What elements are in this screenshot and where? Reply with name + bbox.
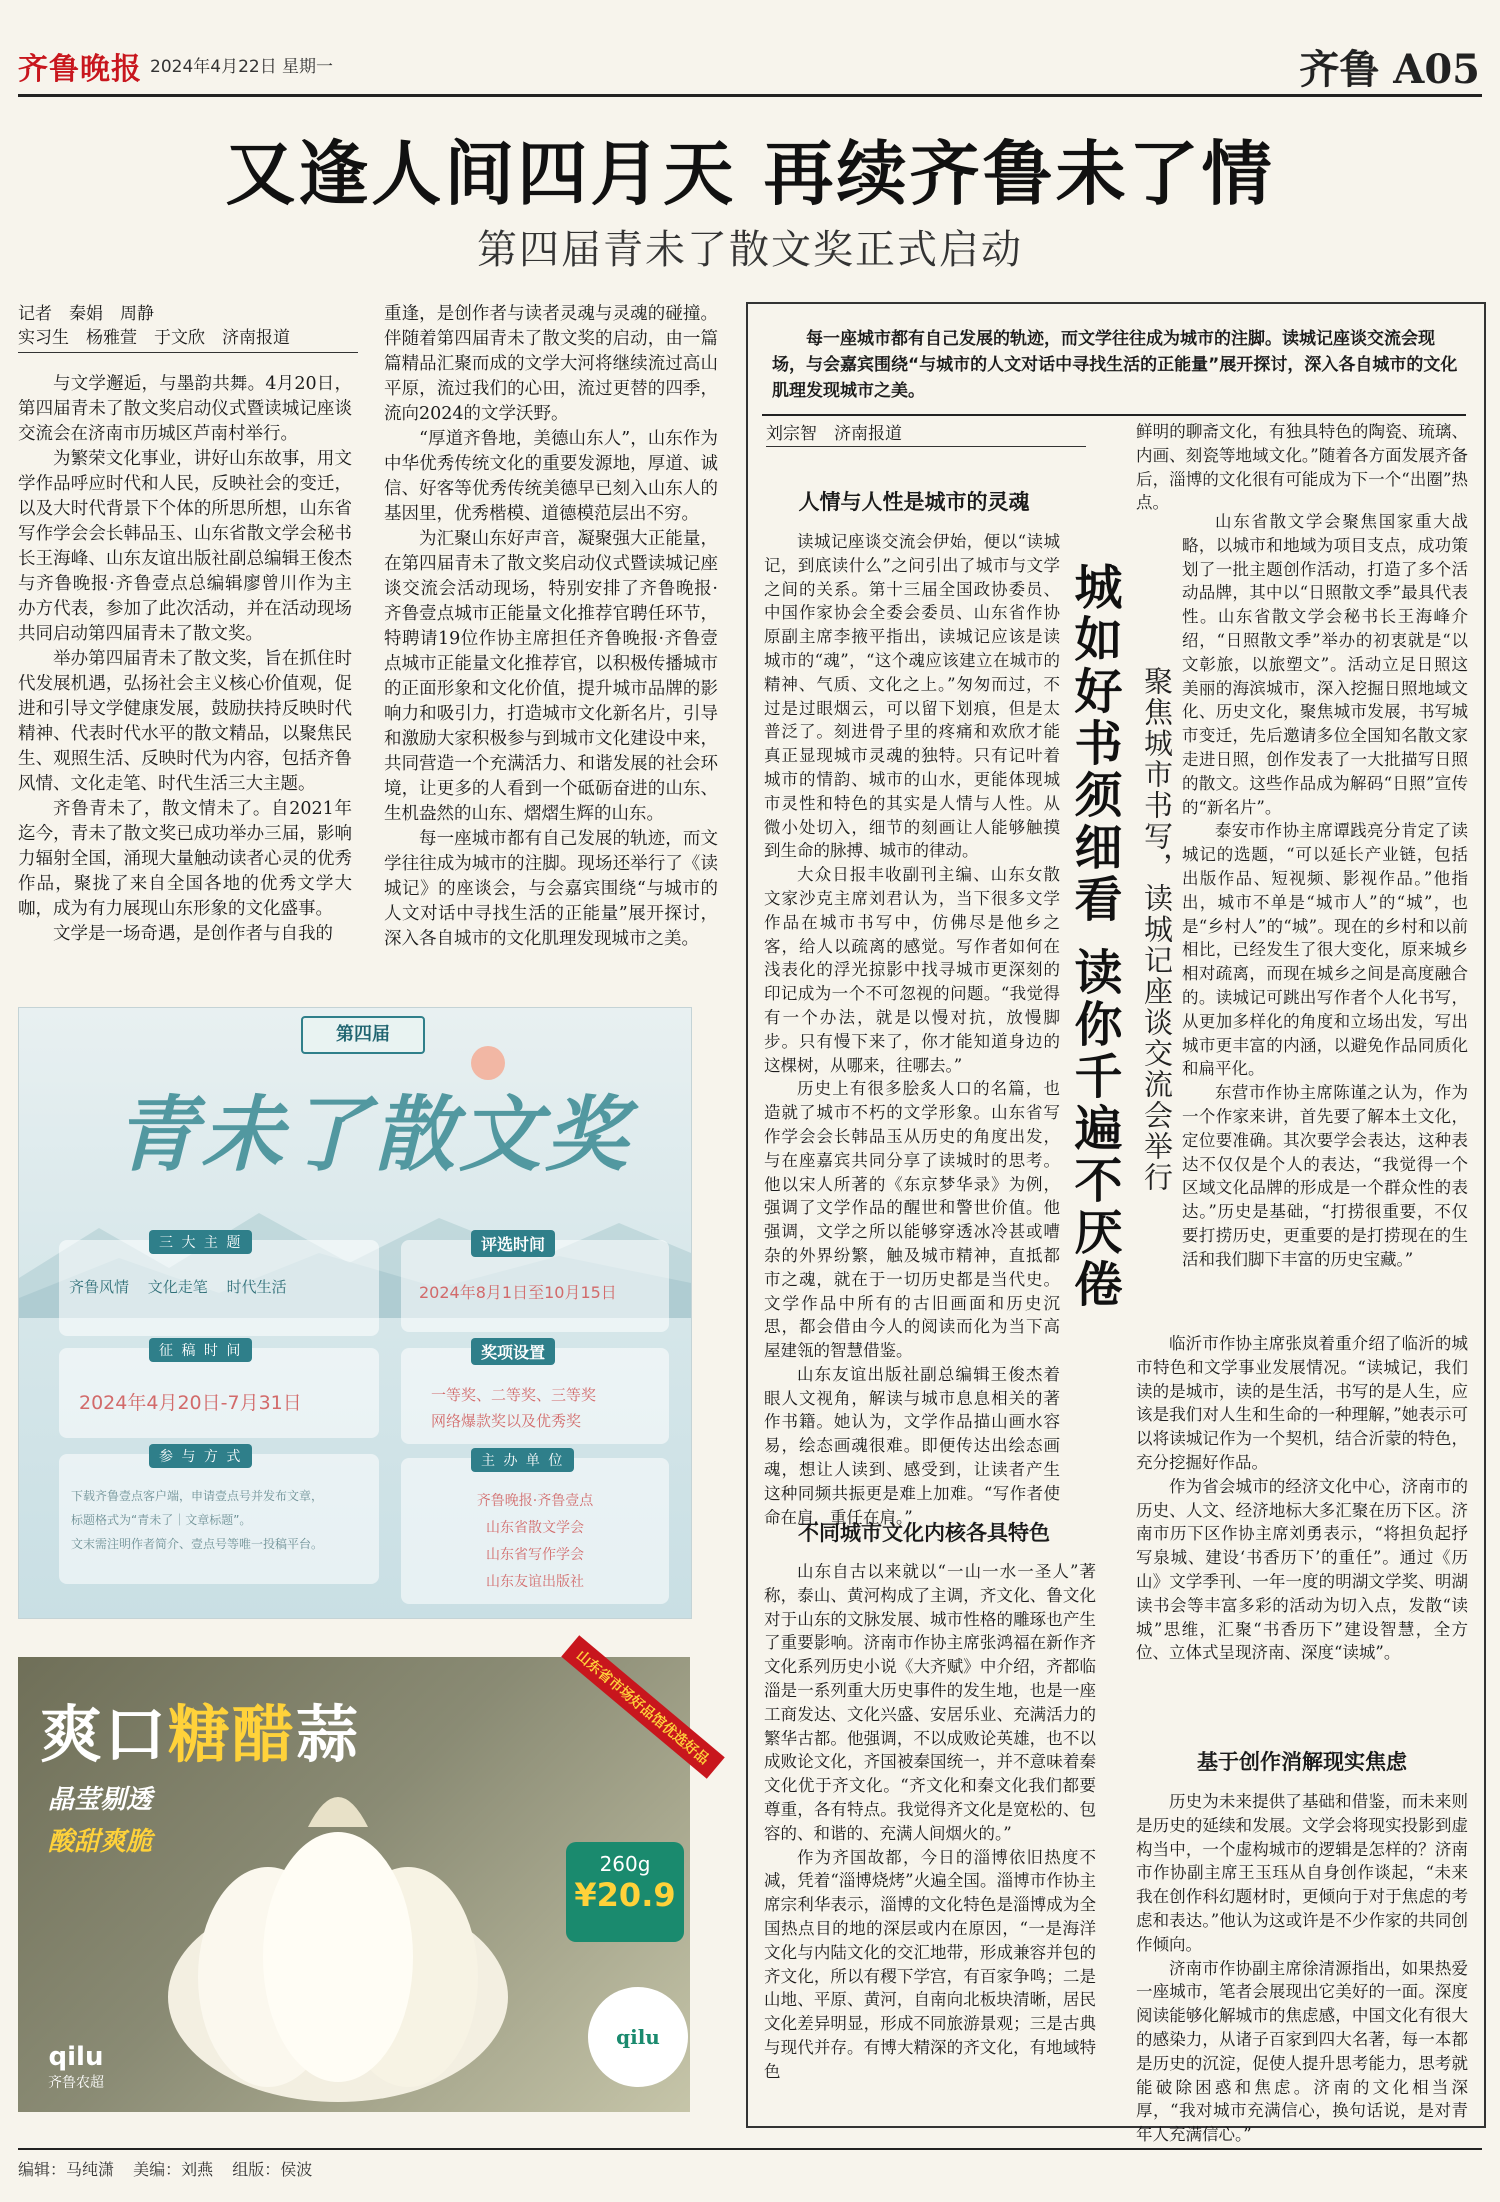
ad-tag-2: 酸甜爽脆 [48, 1827, 153, 1857]
byline-interns: 实习生 杨雅萱 于文欣 济南报道 [18, 326, 358, 353]
paragraph: 济南市作协副主席徐清源指出，如果热爱一座城市，笔者会展现出它美好的一面。深度阅读能够化解城市的焦虑感，中国文化有很大的感染力，从诸子百家到四大名著，每一本都是历史的沉淀，促使人提升思考能力，思考就能破除困惑和焦虑。济南的文化相当深厚，“我对城市充满信心，换句话说，是对青年人充满信心。” [1136, 1958, 1468, 2145]
page-section: 齐鲁 A05 [1299, 46, 1480, 93]
themes-panel [59, 1235, 379, 1336]
headline: 又逢人间四月天 再续齐鲁未了情 [225, 132, 1275, 215]
awards-panel [401, 1343, 669, 1444]
poster-badge-label: 第四届 [336, 1024, 390, 1045]
themes-label: 三 大 主 题 [149, 1230, 252, 1254]
ad-title-a: 爽口 [40, 1698, 169, 1771]
ad-brand [48, 2042, 104, 2092]
method-line: 标题格式为“青未了｜文章标题”。 [71, 1513, 252, 1527]
article2-column-a2 [764, 1560, 1096, 2084]
paragraph: 为汇聚山东好声音，凝聚强大正能量，在第四届青未了散文奖启动仪式暨读城记座谈交流会活动现场，特别安排了齐鲁晚报·齐鲁壹点城市正能量文化推荐官聘任环节，特聘请19位作协主席担任齐鲁晚报·齐鲁壹点城市正能量文化推荐官，以积极传播城市的正面形象和文化价值，提升城市品牌的影响力和吸引力，打造城市文化新名片，引导和激励大家积极参与到城市文化建设中来，共同营造一个充满活力、和谐发展的社会环境，让更多的人看到一个砥砺奋进的山东、生机盎然的山东、熠熠生辉的山东。 [384, 529, 718, 824]
article2-column-a [764, 530, 1060, 1529]
footer-proof: 组版：侯波 [232, 2160, 313, 2179]
host-item: 山东友谊出版社 [486, 1574, 584, 1590]
footer-rule [18, 2148, 1482, 2150]
theme-item: 文化走笔 [147, 1278, 208, 1296]
article1-column-2 [384, 302, 718, 952]
hosts-panel [401, 1453, 669, 1604]
method-line: 下载齐鲁壹点客户端，申请壹点号并发布文章， [71, 1489, 324, 1503]
ad-title [40, 1685, 360, 1774]
collect-label: 征 稿 时 间 [149, 1338, 252, 1362]
article2-byline: 刘宗智 济南报道 [766, 422, 1086, 447]
awards-line1: 一等奖、二等奖、三等奖 [431, 1386, 597, 1404]
issue-weekday: 星期一 [282, 57, 333, 77]
hosts-label: 主 办 单 位 [471, 1448, 574, 1472]
footer-design: 美编：刘燕 [133, 2160, 214, 2179]
subhead-2: 不同城市文化内核各具特色 [798, 1520, 1050, 1545]
hosts-list [401, 1488, 669, 1596]
paragraph: 大众日报丰收副刊主编、山东女散文家沙克主席刘君认为，当下很多文学作品在城市书写中，仿佛尽是他乡之客，给人以疏离的感觉。写作者如何在浅表化的浮光掠影中找寻城市更深刻的印记成为一个不可忽视的问题。“我觉得有一个办法，就是以慢对抗，放慢脚步。只有慢下来了，你才能知道身边的这棵树，从哪来，往哪去。” [764, 865, 1060, 1075]
subhead-1: 人情与人性是城市的灵魂 [798, 489, 1030, 514]
host-item: 齐鲁晚报·齐鲁壹点 [476, 1493, 594, 1509]
paragraph: 历史为未来提供了基础和借鉴，而未来则是历史的延续和发展。文学会将现实投影到虚构当中，一个虚构城市的逻辑是怎样的？济南市作协副主席王玉珏从自身创作谈起，“未来我在创作科幻题材时，更倾向于对于焦虑的考虑和表达。”他认为这或许是不少作家的共同创作倾向。 [1136, 1792, 1468, 1954]
review-panel [401, 1235, 669, 1332]
footer-credits [18, 2157, 312, 2180]
subheadline: 第四届青未了散文奖正式启动 [477, 227, 1023, 273]
paragraph: 泰安市作协主席谭践亮分肯定了读城记的选题，“可以延长产业链，包括出版作品、短视频、影视作品。”他指出，城市不单是“城市人”的“城”，也是“乡村人”的“城”。现在的乡村和以前相比，已经发生了很大变化，原来城乡相对疏离，而现在城乡之间是高度融合的。读城记可跳出写作者个人化书写，从更加多样化的角度和立场出发，写出城市更丰富的内涵，以避免作品同质化和扁平化。 [1182, 821, 1468, 1079]
newspaper-logo: 齐鲁晚报 [18, 52, 142, 87]
price-value: ¥20.9 [574, 1876, 676, 1914]
poster-badge [301, 1016, 425, 1054]
host-item: 山东省散文学会 [486, 1520, 584, 1536]
paragraph: 临沂市作协主席张岚着重介绍了临沂的城市特色和文学事业发展情况。“读城记，我们读的是城市，读的是生活，书写的是人生，应该是我们对人生和生命的一种理解，”她表示可以将读城记作为一个契机，结合沂蒙的特色，充分挖掘好作品。 [1136, 1334, 1468, 1472]
byline-reporters: 记者 秦娟 周静 [18, 304, 154, 324]
method-text [71, 1484, 371, 1556]
garlic-advertisement [18, 1647, 712, 2112]
article2-column-b-bottom [1136, 1332, 1468, 1665]
theme-item: 时代生活 [226, 1278, 287, 1296]
masthead-rule [18, 94, 1482, 97]
poster-title: 青未了散文奖 [115, 1087, 631, 1183]
paragraph: 举办第四届青未了散文奖，旨在抓住时代发展机遇，弘扬社会主义核心价值观，促进和引导文学健康发展，鼓励扶持反映时代精神、代表时代水平的散文精品，以聚焦民生、观照生活、反映时代为内容，包括齐鲁风情、文化走笔、时代生活三大主题。 [18, 649, 352, 794]
themes-list [69, 1276, 369, 1297]
intro-rule [762, 414, 1466, 416]
awards-line2: 网络爆款奖以及优秀奖 [431, 1412, 582, 1430]
paragraph: 齐鲁青未了，散文情未了。自2021年迄今，青未了散文奖已成功举办三届，影响力辐射全国，涌现大量触动读者心灵的优秀作品，聚拢了来自全国各地的优秀文学大咖，成为有力展现山东形象的文化盛事。 [18, 799, 352, 919]
vertical-subtitle: 聚焦城市书写，读城记座谈交流会举行 [1140, 666, 1174, 1193]
paragraph: “厚道齐鲁地，美德山东人”，山东作为中华优秀传统文化的重要发源地，厚道、诚信、好客等优秀传统美德早已刻入山东人的基因里，优秀楷模、道德模范层出不穷。 [384, 429, 718, 524]
paragraph: 重逢，是创作者与读者灵魂与灵魂的碰撞。伴随着第四届青未了散文奖的启动，由一篇篇精品汇聚而成的文学大河将继续流过高山平原，流过我们的心田，流过更替的四季，流向2024的文学沃野。 [384, 304, 718, 424]
article1-column-1 [18, 372, 352, 947]
ad-corner-ribbon: 山东省市场好品馆优选好品 [561, 1635, 725, 1779]
paragraph: 东营市作协主席陈谨之认为，作为一个作家来讲，首先要了解本土文化，定位要准确。其次要学会表达，这种表达不仅仅是个人的表达，“我觉得一个区域文化品牌的形成是一个群众性的表达。”历史是基础，“打捞很重要，不仅要打捞历史，更重要的是打捞现在的生活和我们脚下丰富的历史宝藏。” [1182, 1083, 1468, 1269]
method-panel [59, 1449, 379, 1584]
ad-title-b: 糖醋 [168, 1698, 297, 1771]
awards-label: 奖项设置 [471, 1338, 555, 1365]
review-label: 评选时间 [471, 1230, 555, 1257]
paragraph: 历史上有很多脍炙人口的名篇，也造就了城市不朽的文学形象。山东省写作学会会长韩品玉从历史的角度出发，与在座嘉宾共同分享了读城时的思考。他以宋人所著的《东京梦华录》为例，强调了文学作品的醒世和警世价值。他强调，文学之所以能够穿透冰冷甚或嘈杂的外界纷繁，触及城市精神，直抵都市之魂，就在于一切历史都是当代史。文学作品中所有的古旧画面和历史沉思，都会借由今人的阅读而化为当下高屋建瓴的智慧借鉴。 [764, 1079, 1060, 1361]
footer-editor: 编辑：马纯潇 [18, 2160, 115, 2179]
paragraph: 读城记座谈交流会伊始，便以“读城记，到底读什么”之问引出了城市与文学之间的关系。第十三届全国政协委员、中国作家协会全委会委员、山东省作协原副主席李掖平指出，读城记应该是读城市的“魂”，“这个魂应该建立在城市的精神、气质、文化之上。”匆匆而过，不过是过眼烟云，可以留下划痕，但是太普泛了。刻进骨子里的疼痛和欢欣才能真正显现城市灵魂的独特。只有记叶着城市的情韵、城市的山水，更能体现城市灵性和特色的其实是人情与人性。从微小处切入，细节的刻画让人能够触摸到生命的脉搏、城市的律动。 [764, 532, 1060, 861]
paragraph: 每一座城市都有自己发展的轨迹，而文学往往成为城市的注脚。现场还举行了《读城记》的座谈会，与会嘉宾围绕“与城市的人文对话中寻找生活的正能量”展开探讨，深入各自城市的文化肌理发现城市之美。 [384, 829, 718, 949]
issue-date: 2024年4月22日 [150, 57, 277, 77]
paragraph: 作为省会城市的经济文化中心，济南市的历史、人文、经济地标大多汇聚在历下区。济南市历下区作协主席刘勇表示，“将担负起抒写泉城、建设‘书香历下’的重任”。通过《历山》文学季刊、一年一度的明湖文学奖、明湖读书会等丰富多彩的活动为切入点，发散“读城”思维，汇聚“书香历下”建设智慧，全方位、立体式呈现济南、深度“读城”。 [1136, 1476, 1468, 1663]
article1-byline [18, 302, 358, 353]
theme-item: 齐鲁风情 [69, 1278, 130, 1296]
paragraph: 山东友谊出版社副总编辑王俊杰着眼人文视角，解读与城市息息相关的著作书籍。她认为，文学作品描山画水容易，绘态画魂很难。即便传达出绘态画魂，想让人读到、感受到，让读者产生这种同频共振更是难上加难。“写作者使命在肩，重任在肩。” [764, 1364, 1060, 1527]
prize-poster [18, 1007, 692, 1619]
article2-intro: 每一座城市都有自己发展的轨迹，而文学往往成为城市的注脚。读城记座谈交流会现场，与会嘉宾围绕“与城市的人文对话中寻找生活的正能量”展开探讨，深入各自城市的文化肌理发现城市之美。 [772, 329, 1458, 401]
ad-title-c: 蒜 [296, 1698, 361, 1771]
vertical-title: 城如好书须细看 读你千遍不厌倦 [1066, 562, 1122, 1311]
method-label: 参 与 方 式 [149, 1444, 252, 1468]
paragraph: 鲜明的聊斋文化，有独具特色的陶瓷、琉璃、内画、刻瓷等地域文化。”随着各方面发展齐备后，淄博的文化很有可能成为下一个“出圈”热点。 [1136, 422, 1468, 513]
paragraph: 与文学邂逅，与墨韵共舞。4月20日，第四届青未了散文奖启动仪式暨读城记座谈交流会在济南市历城区芦南村举行。 [18, 374, 352, 444]
ad-tag-1: 晶莹剔透 [48, 1785, 153, 1815]
method-line: 文末需注明作者简介、壹点号等唯一投稿平台。 [71, 1537, 324, 1551]
qr-code-label: qilu [616, 2025, 660, 2049]
price-tag [566, 1842, 684, 1942]
paragraph: 文学是一场奇遇，是创作者与自我的 [53, 924, 333, 944]
qr-code [588, 1987, 688, 2087]
paragraph: 山东自古以来就以“一山一水一圣人”著称，泰山、黄河构成了主调，齐文化、鲁文化对于山东的文脉发展、城市性格的雕琢也产生了重要影响。济南市作协主席张鸿福在新作齐文化系列历史小说《大齐赋》中介绍，齐都临淄是一系列重大历史事件的发生地，也是一座工商发达、文化兴盛、安居乐业、充满活力的繁华古都。他强调，不以成败论英雄，也不以成败论文化，齐国被秦国统一，并不意味着秦文化优于齐文化。“齐文化和秦文化我们都要尊重，各有特点。我觉得齐文化是宽松的、包容的、和谐的、充满人间烟火的。” [764, 1562, 1096, 1843]
collect-panel [59, 1343, 379, 1438]
paragraph: 作为齐国故都，今日的淄博依旧热度不减，凭着“淄博烧烤”火遍全国。淄博市作协主席宗利华表示，淄博的文化特色是淄博成为全国热点目的地的深层或内在原因，“一是海洋文化与内陆文化的交汇地带，形成兼容并包的齐文化，所以有稷下学宫，有百家争鸣；二是山地、平原、黄河，自南向北板块清晰，居民文化差异明显，形成不同旅游景观；三是古典与现代并存。有博大精深的齐文化，有地域特色 [764, 1847, 1096, 2081]
garlic-illustration [148, 1767, 528, 2107]
host-item: 山东省写作学会 [486, 1547, 584, 1563]
brand-subtitle: 齐鲁农超 [48, 2075, 104, 2091]
review-dates: 2024年8月1日至10月15日 [419, 1283, 617, 1302]
paragraph: 山东省散文学会聚焦国家重大战略，以城市和地域为项目支点，成功策划了一批主题创作活动，打造了多个活动品牌，其中以“日照散文季”最具代表性。山东省散文学会秘书长王海峰介绍，“日照散文季”举办的初衷就是“以文彰旅，以旅塑文”。活动立足日照这美丽的海滨城市，深入挖掘日照地域文化、历史文化，聚焦城市发展，书写城市变迁，先后邀请多位全国知名散文家走进日照，创作发表了一大批描写日照的散文。这些作品成为解码“日照”宣传的“新名片”。 [1182, 512, 1468, 817]
article2-column-b-lower [1182, 510, 1468, 1272]
price-weight: 260g [599, 1852, 651, 1876]
subhead-3: 基于创作消解现实焦虑 [1197, 1749, 1407, 1774]
article2-column-b2 [1136, 1790, 1468, 2147]
collect-dates: 2024年4月20日-7月31日 [79, 1392, 302, 1414]
brand-logo: qilu [48, 2042, 104, 2072]
article2-column-b [1136, 420, 1468, 515]
paragraph: 为繁荣文化事业，讲好山东故事，用文学作品呼应时代和人民，反映社会的变迁，以及大时代背景下个体的所思所想，山东省写作学会会长韩品玉、山东省散文学会秘书长王海峰、山东友谊出版社副总编辑王俊杰与齐鲁晚报·齐鲁壹点总编辑廖曾川作为主办方代表，参加了此次活动，并在活动现场共同启动第四届青未了散文奖。 [18, 449, 352, 644]
